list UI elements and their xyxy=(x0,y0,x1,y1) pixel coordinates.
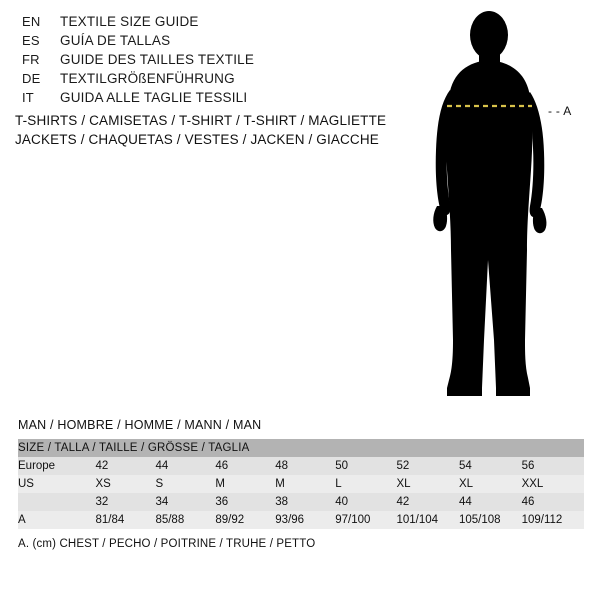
cell-value: 42 xyxy=(96,457,156,475)
cell-value: XL xyxy=(396,475,459,493)
cell-value: 85/88 xyxy=(155,511,215,529)
row-label: US xyxy=(18,475,96,493)
row-label: A xyxy=(18,511,96,529)
cell-value: 101/104 xyxy=(396,511,459,529)
cell-value: 52 xyxy=(396,457,459,475)
language-code: DE xyxy=(22,71,41,86)
size-table xyxy=(18,439,584,529)
cell-value: 34 xyxy=(155,493,215,511)
cell-value: M xyxy=(275,475,335,493)
table-row xyxy=(18,457,584,475)
silhouette-icon xyxy=(420,10,600,400)
language-row xyxy=(22,71,422,90)
cell-value: 36 xyxy=(215,493,275,511)
cell-value: 46 xyxy=(215,457,275,475)
cell-value: 105/108 xyxy=(459,511,522,529)
language-row xyxy=(22,52,422,71)
language-row xyxy=(22,14,422,33)
cell-value: 97/100 xyxy=(335,511,396,529)
cell-value: 109/112 xyxy=(522,511,584,529)
garment-line-jackets: JACKETS / CHAQUETAS / VESTES / JACKEN / GIACCHE xyxy=(15,132,379,147)
cell-value: 44 xyxy=(155,457,215,475)
language-code: FR xyxy=(22,52,40,67)
language-row xyxy=(22,90,422,109)
table-row xyxy=(18,475,584,493)
cell-value: 38 xyxy=(275,493,335,511)
cell-value: 42 xyxy=(396,493,459,511)
cell-value: 93/96 xyxy=(275,511,335,529)
language-code: IT xyxy=(22,90,34,105)
cell-value: S xyxy=(155,475,215,493)
cell-value: 54 xyxy=(459,457,522,475)
size-table-section xyxy=(18,418,584,550)
garment-type-list xyxy=(15,111,435,149)
male-silhouette-figure xyxy=(420,10,600,400)
table-footnote: A. (cm) CHEST / PECHO / POITRINE / TRUHE / PETTO xyxy=(18,538,316,550)
table-header-label: SIZE / TALLA / TAILLE / GRÖSSE / TAGLIA xyxy=(18,439,584,457)
cell-value: L xyxy=(335,475,396,493)
language-row xyxy=(22,33,422,52)
cell-value: XXL xyxy=(522,475,584,493)
measure-dash: - - xyxy=(548,104,561,118)
cell-value: 46 xyxy=(522,493,584,511)
language-code: ES xyxy=(22,33,40,48)
cell-value: 81/84 xyxy=(96,511,156,529)
language-title: TEXTILGRÖßENFÜHRUNG xyxy=(60,71,235,86)
table-header-row xyxy=(18,439,584,457)
row-label xyxy=(18,493,96,511)
cell-value: 50 xyxy=(335,457,396,475)
garment-line-tshirts: T-SHIRTS / CAMISETAS / T-SHIRT / T-SHIRT / MAGLIETTE xyxy=(15,113,387,128)
cell-value: 32 xyxy=(96,493,156,511)
language-title: GUIDE DES TAILLES TEXTILE xyxy=(60,52,255,67)
cell-value: 44 xyxy=(459,493,522,511)
measure-letter: A xyxy=(563,104,572,118)
cell-value: 40 xyxy=(335,493,396,511)
language-title: TEXTILE SIZE GUIDE xyxy=(60,14,199,29)
row-label: Europe xyxy=(18,457,96,475)
cell-value: XL xyxy=(459,475,522,493)
cell-value: 48 xyxy=(275,457,335,475)
chest-measure-label xyxy=(548,104,572,118)
language-title: GUIDA ALLE TAGLIE TESSILI xyxy=(60,90,248,105)
cell-value: 89/92 xyxy=(215,511,275,529)
table-title-man: MAN / HOMBRE / HOMME / MANN / MAN xyxy=(18,418,262,432)
table-row xyxy=(18,493,584,511)
language-code: EN xyxy=(22,14,41,29)
language-list xyxy=(22,14,422,109)
cell-value: M xyxy=(215,475,275,493)
cell-value: 56 xyxy=(522,457,584,475)
cell-value: XS xyxy=(96,475,156,493)
language-title: GUÍA DE TALLAS xyxy=(60,33,171,48)
table-row xyxy=(18,511,584,529)
